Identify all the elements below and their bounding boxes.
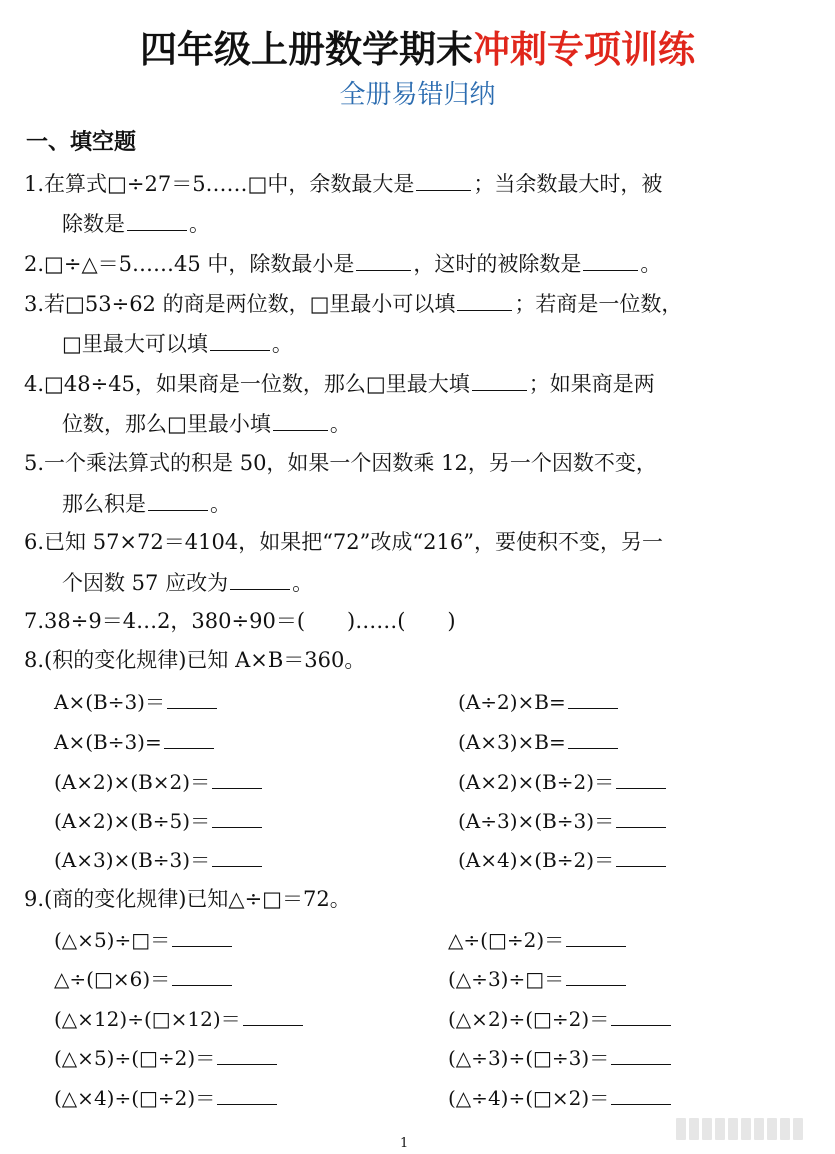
question-6-line-2: 个因数 57 应改为 。 <box>62 567 313 598</box>
answer-blank[interactable] <box>217 1082 277 1105</box>
answer-blank[interactable] <box>457 288 512 311</box>
title-red-part: 冲刺专项训练 <box>473 28 695 71</box>
answer-blank[interactable] <box>616 805 666 828</box>
q8-left-expr: (A×2)×(B×2)＝ <box>54 766 264 796</box>
question-9-title: 9.(商的变化规律)已知△÷□＝72。 <box>24 887 351 911</box>
answer-blank[interactable] <box>212 766 262 789</box>
question-8-title: 8.(积的变化规律)已知 A×B＝360。 <box>24 648 366 672</box>
page-number: 1 <box>400 1136 409 1151</box>
answer-blank[interactable] <box>217 1042 277 1065</box>
q8-left-expr: (A×3)×(B÷3)＝ <box>54 844 264 874</box>
answer-blank[interactable] <box>568 686 618 709</box>
answer-blank[interactable] <box>212 844 262 867</box>
q9-left-expr: (△×4)÷(□÷2)＝ <box>54 1082 279 1112</box>
section-title: 一、填空题 <box>26 130 137 155</box>
answer-blank[interactable] <box>230 567 290 590</box>
question-6-line-1: 6.已知 57×72＝4104，如果把“72”改成“216”，要使积不变，另一 <box>24 530 663 554</box>
q9-left-expr: (△×12)÷(□×12)＝ <box>54 1003 305 1033</box>
answer-blank[interactable] <box>611 1003 671 1026</box>
answer-blank[interactable] <box>273 408 328 431</box>
answer-blank[interactable] <box>172 963 232 986</box>
answer-blank[interactable] <box>472 368 527 391</box>
question-2-line-1: 2.□÷△＝5……45 中，除数最小是 ，这时的被除数是 。 <box>24 248 661 279</box>
q8-left-expr: (A×2)×(B÷5)＝ <box>54 805 264 835</box>
q9-left-expr: (△×5)÷(□÷2)＝ <box>54 1042 279 1072</box>
answer-blank[interactable] <box>210 328 270 351</box>
q9-right-expr: (△÷4)÷(□×2)＝ <box>448 1082 673 1112</box>
answer-blank[interactable] <box>416 168 471 191</box>
answer-blank[interactable] <box>616 766 666 789</box>
q9-right-expr: (△×2)÷(□÷2)＝ <box>448 1003 673 1033</box>
question-7-line: 7.38÷9＝4…2，380÷90＝( )……( ) <box>24 609 456 633</box>
title-black-part: 四年级上册数学期末 <box>140 28 473 71</box>
question-4-line-2: 位数，那么□里最小填 。 <box>62 408 351 439</box>
answer-blank[interactable] <box>172 924 232 947</box>
answer-blank[interactable] <box>164 726 214 749</box>
q8-left-expr: A×(B÷3)= <box>54 726 216 756</box>
q9-left-expr: △÷(□×6)＝ <box>54 963 234 993</box>
q9-left-expr: (△×5)÷□＝ <box>54 924 234 954</box>
question-1-line-1: 1.在算式□÷27＝5……□中，余数最大是 ；当余数最大时，被 <box>24 168 662 199</box>
question-3-line-1: 3.若□53÷62 的商是两位数，□里最小可以填 ；若商是一位数， <box>24 288 682 319</box>
q8-right-expr: (A×4)×(B÷2)＝ <box>458 844 668 874</box>
answer-blank[interactable] <box>212 805 262 828</box>
answer-blank[interactable] <box>148 488 208 511</box>
q9-right-expr: (△÷3)÷□＝ <box>448 963 628 993</box>
question-5-line-2: 那么积是 。 <box>62 488 231 519</box>
answer-blank[interactable] <box>583 248 638 271</box>
page-subtitle: 全册易错归纳 <box>339 80 496 110</box>
watermark-graphic <box>676 1117 814 1141</box>
q9-right-expr: (△÷3)÷(□÷3)＝ <box>448 1042 673 1072</box>
answer-blank[interactable] <box>611 1042 671 1065</box>
question-4-line-1: 4.□48÷45，如果商是一位数，那么□里最大填 ；如果商是两 <box>24 368 655 399</box>
page-title <box>0 26 835 74</box>
answer-blank[interactable] <box>566 924 626 947</box>
answer-blank[interactable] <box>167 686 217 709</box>
answer-blank[interactable] <box>611 1082 671 1105</box>
question-1-line-2: 除数是 。 <box>62 208 210 239</box>
q8-right-expr: (A×3)×B= <box>458 726 620 756</box>
answer-blank[interactable] <box>566 963 626 986</box>
q8-right-expr: (A÷3)×(B÷3)＝ <box>458 805 668 835</box>
q8-right-expr: (A÷2)×B= <box>458 686 620 716</box>
q9-right-expr: △÷(□÷2)＝ <box>448 924 628 954</box>
q8-right-expr: (A×2)×(B÷2)＝ <box>458 766 668 796</box>
answer-blank[interactable] <box>568 726 618 749</box>
answer-blank[interactable] <box>243 1003 303 1026</box>
answer-blank[interactable] <box>356 248 411 271</box>
question-3-line-2: □里最大可以填 。 <box>62 328 293 359</box>
answer-blank[interactable] <box>616 844 666 867</box>
answer-blank[interactable] <box>127 208 187 231</box>
q8-left-expr: A×(B÷3)＝ <box>54 686 219 716</box>
question-5-line-1: 5.一个乘法算式的积是 50，如果一个因数乘 12，另一个因数不变， <box>24 451 657 475</box>
